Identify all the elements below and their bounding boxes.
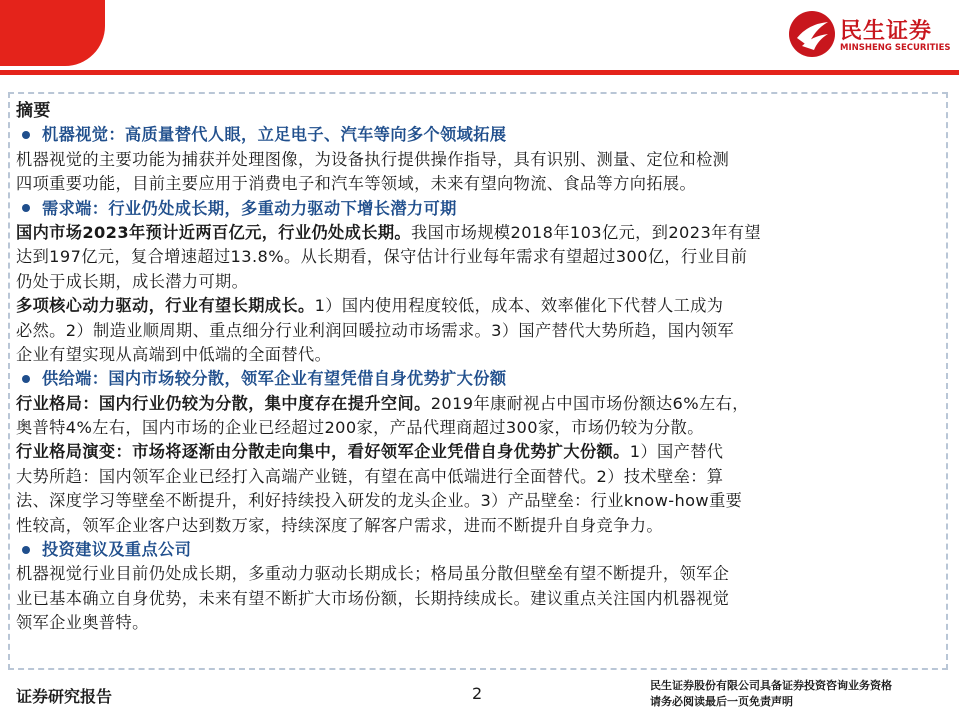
body-line: 大势所趋：国内领军企业已经打入高端产业链，有望在高中低端进行全面替代。2）技术壁垒：算 <box>16 466 724 486</box>
bullet-icon <box>22 375 30 383</box>
header-red-tab <box>0 0 105 66</box>
page-number: 2 <box>472 684 483 703</box>
section-heading-demand: 需求端：行业仍处成长期，多重动力驱动下增长潜力可期 <box>16 197 938 221</box>
body-line: 多项核心动力驱动，行业有望长期成长。1）国内使用程度较低，成本、效率催化下代替人工成为 <box>16 296 724 316</box>
summary-title: 摘要 <box>16 101 51 121</box>
section-heading-investment: 投资建议及重点公司 <box>16 538 938 562</box>
body-line: 行业格局演变：市场将逐渐由分散走向集中，看好领军企业凭借自身优势扩大份额。1）国产替代 <box>16 442 724 462</box>
body-line: 必然。2）制造业顺周期、重点细分行业利润回暖拉动市场需求。3）国产替代大势所趋，国内领军 <box>16 320 735 340</box>
body-line: 机器视觉行业目前仍处成长期，多重动力驱动长期成长；格局虽分散但壁垒有望不断提升，领军企 <box>16 564 730 584</box>
section-heading-machine-vision: 机器视觉：高质量替代人眼，立足电子、汽车等向多个领域拓展 <box>16 123 938 147</box>
body-line: 奥普特4%左右，国内市场的企业已经超过200家，产品代理商超过300家，市场仍较为分散。 <box>16 418 704 438</box>
minsheng-logo-icon <box>788 10 836 58</box>
header-red-line <box>0 70 959 75</box>
footer-report-label: 证券研究报告 <box>16 687 113 706</box>
body-line: 仍处于成长期，成长潜力可期。 <box>16 271 249 291</box>
footer-qualification: 民生证券股份有限公司具备证券投资咨询业务资格 <box>650 679 892 692</box>
summary-content <box>16 99 938 636</box>
logo-chinese-name: 民生证券 <box>840 19 933 44</box>
body-line: 法、深度学习等壁垒不断提升，利好持续投入研发的龙头企业。3）产品壁垒：行业know-how重要 <box>16 491 743 511</box>
body-line: 机器视觉的主要功能为捕获并处理图像，为设备执行提供操作指导，具有识别、测量、定位和检测 <box>16 149 730 169</box>
logo-english-name: MINSHENG SECURITIES <box>840 43 951 53</box>
footer-disclaimer-note: 请务必阅读最后一页免责声明 <box>650 695 793 708</box>
body-line: 企业有望实现从高端到中低端的全面替代。 <box>16 344 332 364</box>
body-line: 达到197亿元，复合增速超过13.8%。从长期看，保守估计行业每年需求有望超过300亿，行业目前 <box>16 247 748 267</box>
section-heading-supply: 供给端：国内市场较分散，领军企业有望凭借自身优势扩大份额 <box>16 367 938 391</box>
company-logo <box>788 10 958 60</box>
body-line: 领军企业奥普特。 <box>16 613 149 633</box>
bullet-icon <box>22 131 30 139</box>
bullet-icon <box>22 546 30 554</box>
body-line: 国内市场2023年预计近两百亿元，行业仍处成长期。我国市场规模2018年103亿元，到2023年有望 <box>16 222 761 242</box>
body-line: 行业格局：国内行业仍较为分散，集中度存在提升空间。2019年康耐视占中国市场份额达6%左右， <box>16 393 749 413</box>
body-line: 性较高，领军企业客户达到数万家，持续深度了解客户需求，进而不断提升自身竞争力。 <box>16 515 663 535</box>
bullet-icon <box>22 204 30 212</box>
footer-disclaimer <box>650 678 892 710</box>
body-line: 业已基本确立自身优势，未来有望不断扩大市场份额，长期持续成长。建议重点关注国内机器视觉 <box>16 588 730 608</box>
body-line: 四项重要功能，目前主要应用于消费电子和汽车等领域，未来有望向物流、食品等方向拓展。 <box>16 174 697 194</box>
